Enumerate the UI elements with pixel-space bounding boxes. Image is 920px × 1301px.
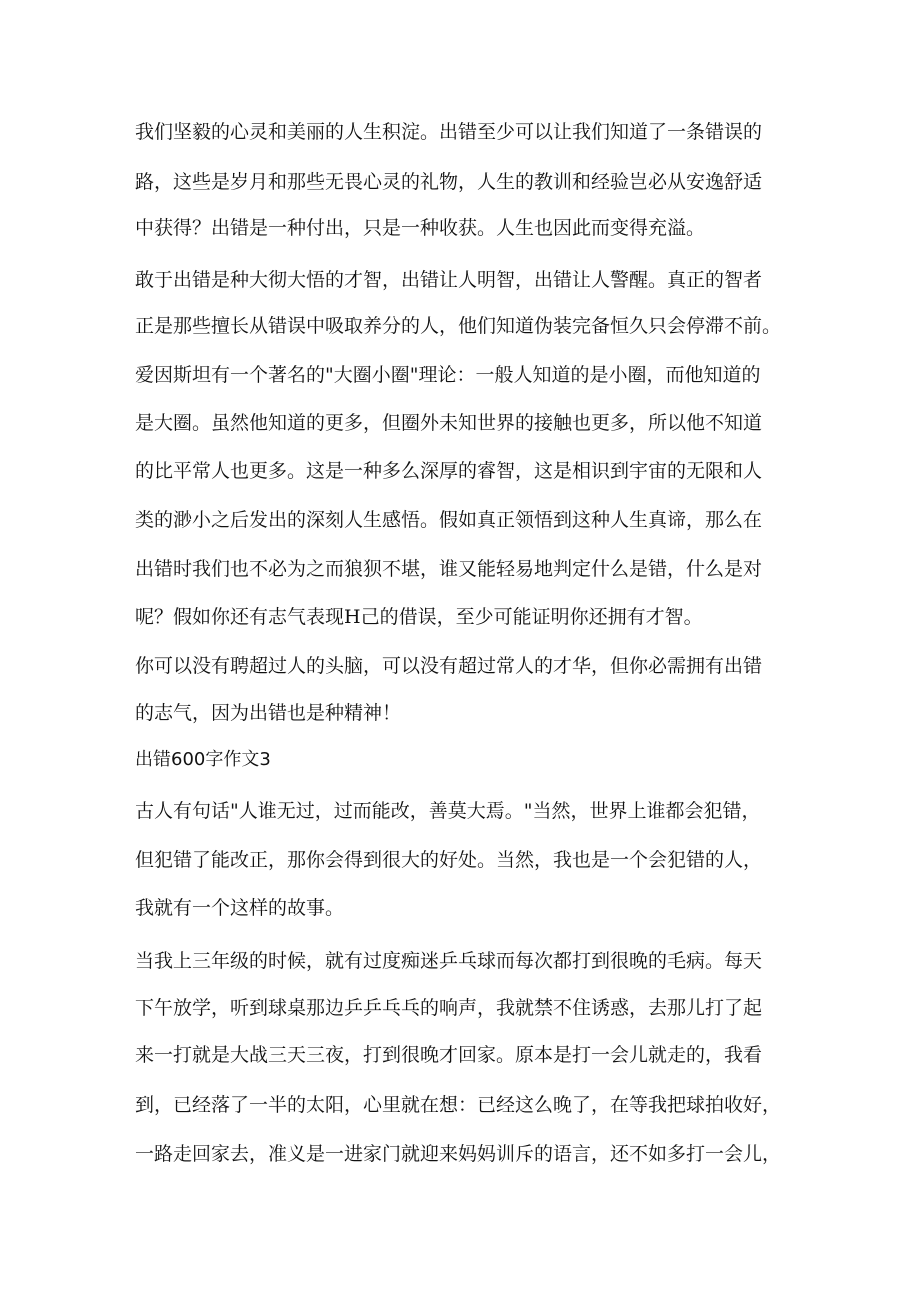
text-line: 当我上三年级的时候，就有过度痴迷乒乓球而每次都打到很晚的毛病。每天 (135, 950, 763, 972)
text-line: 到，已经落了一半的太阳，心里就在想：已经这么晚了，在等我把球拍收好， (135, 1094, 782, 1116)
text-line: 我们坚毅的心灵和美丽的人生积淀。出错至少可以让我们知道了一条错误的 (135, 121, 763, 143)
text-line: 正是那些擅长从错误中吸取养分的人，他们知道伪装完备恒久只会停滞不前。 (135, 315, 782, 337)
text-line: 呢？假如你还有志气表现H己的借误，至少可能证明你还拥有才智。 (135, 606, 703, 628)
text-line: 古人有句话"人谁无过，过而能改，善莫大焉。"当然，世界上谁都会犯错， (135, 800, 761, 822)
text-line: 敢于出错是种大彻大悟的才智，出错让人明智，出错让人警醒。真正的智者 (135, 269, 763, 291)
text-line: 爱因斯坦有一个著名的"大圈小圈"理论：一般人知道的是小圈，而他知道的 (135, 364, 761, 386)
text-line: 一路走回家去，准义是一进家门就迎来妈妈训斥的语言，还不如多打一会儿， (135, 1143, 782, 1165)
text-line: 的比平常人也更多。这是一种多么深厚的睿智，这是相识到宇宙的无限和人 (135, 460, 763, 482)
text-line: 你可以没有聘超过人的头脑，可以没有超过常人的才华，但你必需拥有出错 (135, 655, 763, 677)
text-line: 类的渺小之后发出的深刻人生感悟。假如真正领悟到这种人生真谛，那么在 (135, 509, 763, 531)
text-line: 来一打就是大战三天三夜，打到很晚才回家。原本是打一会儿就走的，我看 (135, 1044, 763, 1066)
text-line: 是大圈。虽然他知道的更多，但圈外未知世界的接触也更多，所以他不知道 (135, 412, 763, 434)
text-line: 下午放学，听到球桌那边乒乒乓乓的响声，我就禁不住诱惑，去那儿打了起 (135, 997, 763, 1019)
text-line: 出错时我们也不必为之而狼狈不堪，谁又能轻易地判定什么是错，什么是对 (135, 558, 763, 580)
text-line: 路，这些是岁月和那些无畏心灵的礼物，人生的教训和经验岂必从安逸舒适 (135, 171, 763, 193)
text-line: 的志气，因为出错也是种精神！ (135, 702, 402, 724)
section-heading: 出错600字作文3 (135, 749, 271, 770)
text-line: 我就有一个这样的故事。 (135, 897, 345, 919)
text-line: 中获得？出错是一种付出，只是一种收获。人生也因此而变得充溢。 (135, 217, 706, 239)
text-line: 但犯错了能改正，那你会得到很大的好处。当然，我也是一个会犯错的人， (135, 849, 763, 871)
